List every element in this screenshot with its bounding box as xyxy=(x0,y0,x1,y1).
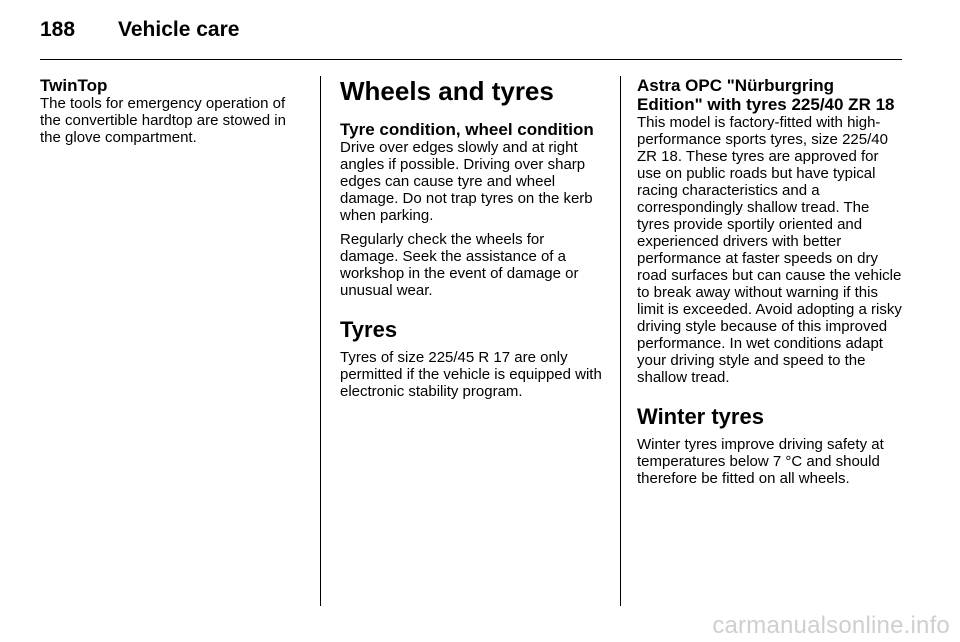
page-number: 188 xyxy=(40,18,76,41)
section-winter-tyres xyxy=(637,404,903,487)
section-astra-opc xyxy=(637,76,903,386)
section-tyres xyxy=(340,317,606,400)
column-divider xyxy=(620,76,621,606)
page-header xyxy=(40,18,239,42)
twintop-body: The tools for emergency operation of the convertible hardtop are stowed in the glove compartment. xyxy=(40,95,286,146)
column-divider xyxy=(320,76,321,606)
tyre-condition-paragraph-2: Regularly check the wheels for damage. Seek the assistance of a workshop in the event of damage or unusual wear. xyxy=(340,231,579,299)
section-twintop xyxy=(40,76,306,146)
twintop-heading: TwinTop xyxy=(40,76,108,95)
column-right xyxy=(637,76,903,497)
section-tyre-condition xyxy=(340,120,606,299)
page-title: Vehicle care xyxy=(118,18,240,41)
tyre-condition-paragraph-1: Drive over edges slowly and at right angles if possible. Driving over sharp edges can cause tyre and wheel damage. Do not trap tyres on the kerb when parking. xyxy=(340,139,593,224)
tyres-body: Tyres of size 225/45 R 17 are only permitted if the vehicle is equipped with electronic stability program. xyxy=(340,349,602,400)
tyre-condition-heading: Tyre condition, wheel condition xyxy=(340,120,594,139)
watermark: carmanualsonline.info xyxy=(712,612,950,639)
column-left xyxy=(40,76,306,156)
header-rule xyxy=(40,59,902,60)
tyres-heading: Tyres xyxy=(340,317,398,342)
winter-tyres-heading: Winter tyres xyxy=(637,404,764,429)
winter-tyres-body: Winter tyres improve driving safety at temperatures below 7 °C and should therefore be fitted on all wheels. xyxy=(637,436,884,487)
column-middle xyxy=(340,76,606,410)
astra-opc-body: This model is factory-fitted with high-performance sports tyres, size 225/40 ZR 18. These tyres are approved for use on public roads but have typical racing characteristics and a correspondingly shallow tread. The tyres provide sportily oriented and experienced drivers with better performance at faster speeds on dry road surfaces but can cause the vehicle to break away without warning if this limit is exceeded. Avoid adopting a risky driving style because of this improved performance. In wet conditions adapt your driving style and speed to the shallow tread. xyxy=(637,114,902,386)
astra-opc-heading: Astra OPC "Nürburgring Edition" with tyres 225/40 ZR 18 xyxy=(637,76,895,114)
wheels-and-tyres-heading: Wheels and tyres xyxy=(340,76,554,106)
